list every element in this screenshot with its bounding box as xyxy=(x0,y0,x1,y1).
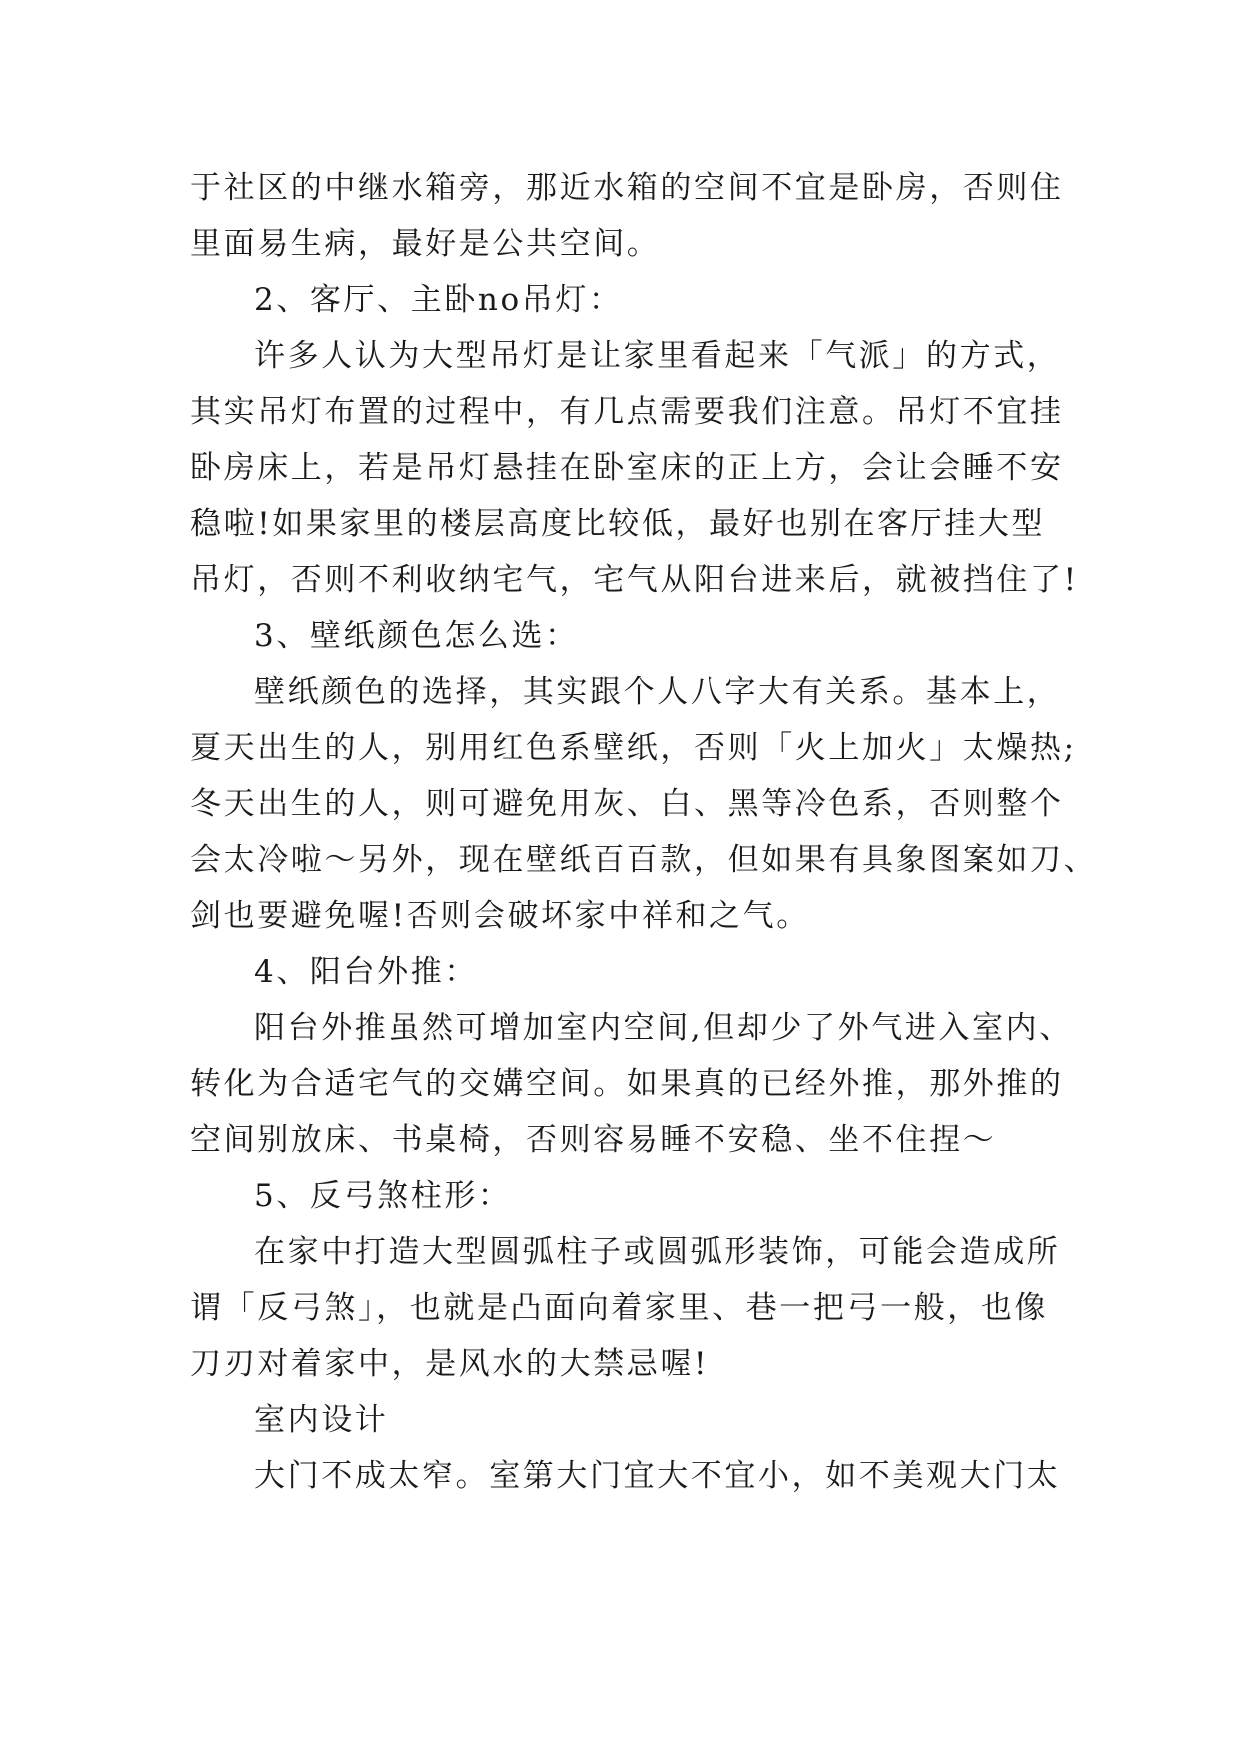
text-line: 于社区的中继水箱旁，那近水箱的空间不宜是卧房，否则住 xyxy=(190,170,1064,206)
section-heading: 2、客厅、主卧no吊灯： xyxy=(254,282,623,318)
text-line: 吊灯，否则不利收纳宅气，宅气从阳台进来后，就被挡住了! xyxy=(190,562,1079,598)
text-line: 卧房床上，若是吊灯悬挂在卧室床的正上方，会让会睡不安 xyxy=(190,450,1064,486)
paragraph-start: 阳台外推虽然可增加室内空间,但却少了外气进入室内、 xyxy=(254,1010,1073,1046)
section-heading: 5、反弓煞柱形： xyxy=(254,1178,512,1214)
text-line: 稳啦!如果家里的楼层高度比较低，最好也别在客厅挂大型 xyxy=(190,506,1046,542)
section-heading: 3、壁纸颜色怎么选： xyxy=(254,618,579,654)
section-heading: 4、阳台外推： xyxy=(254,954,478,990)
text-line: 里面易生病，最好是公共空间。 xyxy=(190,226,661,262)
text-line: 刀刃对着家中，是风水的大禁忌喔! xyxy=(190,1346,710,1382)
text-line: 转化为合适宅气的交媾空间。如果真的已经外推，那外推的 xyxy=(190,1066,1064,1102)
text-line: 谓「反弓煞」，也就是凸面向着家里、巷一把弓一般，也像 xyxy=(190,1290,1049,1326)
text-line: 其实吊灯布置的过程中，有几点需要我们注意。吊灯不宜挂 xyxy=(190,394,1064,430)
paragraph-start: 在家中打造大型圆弧柱子或圆弧形装饰，可能会造成所 xyxy=(254,1234,1061,1270)
document-body xyxy=(190,160,1098,1504)
paragraph-start: 壁纸颜色的选择，其实跟个人八字大有关系。基本上， xyxy=(254,674,1061,710)
text-line: 会太冷啦～另外，现在壁纸百百款，但如果有具象图案如刀、 xyxy=(190,842,1098,878)
text-line: 空间别放床、书桌椅，否则容易睡不安稳、坐不住捏～ xyxy=(190,1122,997,1158)
paragraph-start: 许多人认为大型吊灯是让家里看起来「气派」的方式， xyxy=(254,338,1061,374)
text-line: 剑也要避免喔!否则会破坏家中祥和之气。 xyxy=(190,898,810,934)
section-heading: 室内设计 xyxy=(254,1402,389,1438)
text-line: 夏天出生的人，别用红色系壁纸，否则「火上加火」太燥热; xyxy=(190,730,1077,766)
paragraph-start: 大门不成太窄。室第大门宜大不宜小，如不美观大门太 xyxy=(254,1458,1061,1494)
text-line: 冬天出生的人，则可避免用灰、白、黑等冷色系，否则整个 xyxy=(190,786,1064,822)
